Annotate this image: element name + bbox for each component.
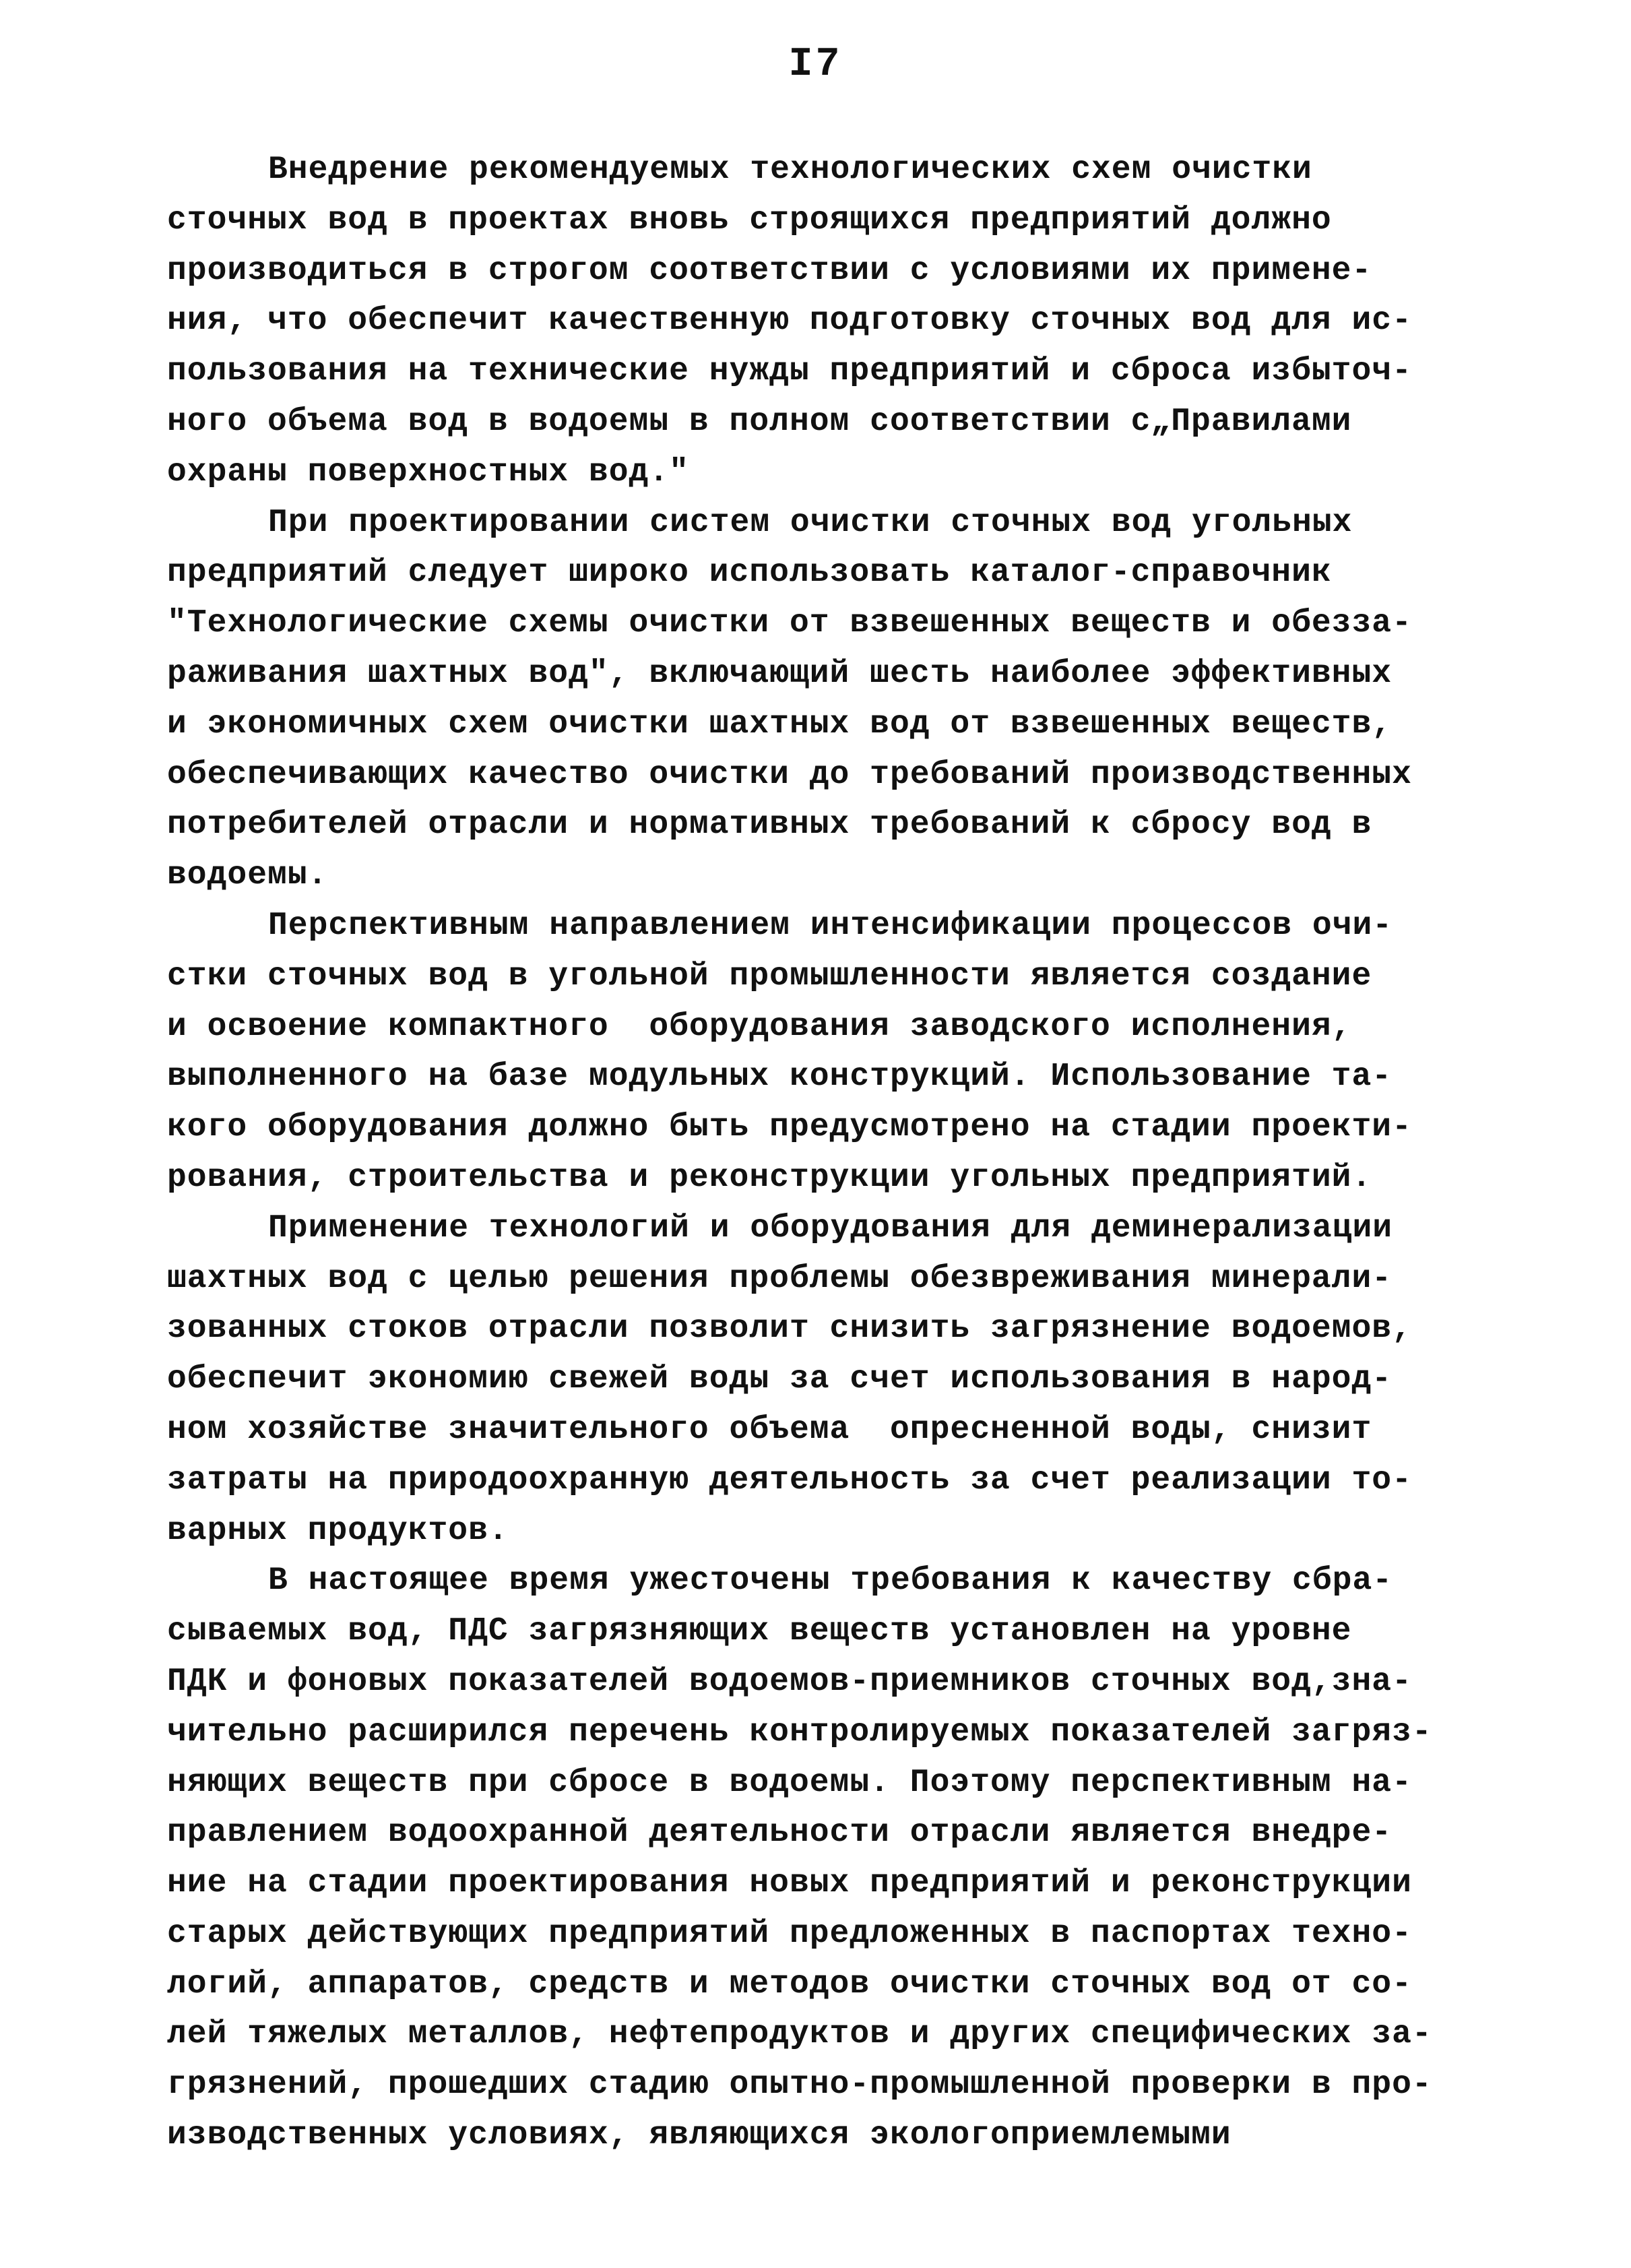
page-number: I7 (788, 42, 843, 88)
text-line: ния, что обеспечит качественную подготовку сточных вод для ис- (167, 303, 1412, 340)
text-line: кого оборудования должно быть предусмотрено на стадии проекти- (167, 1109, 1412, 1146)
text-line: старых действующих предприятий предложенных в паспортах техно- (167, 1915, 1412, 1952)
text-line: зованных стоков отрасли позволит снизить загрязнение водоемов, (167, 1311, 1412, 1348)
paragraph (167, 1203, 1501, 1556)
text-line: раживания шахтных вод", включающий шесть наиболее эффективных (167, 655, 1393, 692)
text-line: водоемы. (167, 857, 328, 894)
text-line: сточных вод в проектах вновь строящихся предприятий должно (167, 201, 1332, 239)
text-line: предприятий следует широко использовать каталог-справочник (167, 555, 1332, 592)
paragraph (167, 498, 1501, 901)
paragraph (167, 145, 1501, 498)
text-line: чительно расширился перечень контролируемых показателей загряз- (167, 1713, 1432, 1751)
text-line: Внедрение рекомендуемых технологических схем очистки (268, 152, 1312, 188)
text-line: охраны поверхностных вод." (167, 453, 689, 491)
text-line: варных продуктов. (167, 1512, 509, 1549)
text-line: Перспективным направлением интенсификации процессов очи- (268, 907, 1393, 944)
text-line: грязнений, прошедших стадию опытно-промышленной проверки в про- (167, 2067, 1432, 2104)
text-line: обеспечивающих качество очистки до требований производственных (167, 756, 1412, 793)
text-line: няющих веществ при сбросе в водоемы. Поэтому перспективным на- (167, 1764, 1412, 1801)
text-line: и освоение компактного оборудования заводского исполнения, (167, 1008, 1352, 1045)
text-line: сываемых вод, ПДС загрязняющих веществ установлен на уровне (167, 1613, 1352, 1650)
text-line: обеспечит экономию свежей воды за счет использования в народ- (167, 1361, 1393, 1398)
text-line: логий, аппаратов, средств и методов очистки сточных вод от со- (167, 1965, 1412, 2003)
text-line: стки сточных вод в угольной промышленности является создание (167, 957, 1372, 995)
text-line: и экономичных схем очистки шахтных вод от взвешенных веществ, (167, 705, 1393, 743)
text-line: потребителей отрасли и нормативных требований к сбросу вод в (167, 807, 1372, 844)
text-line: При проектировании систем очистки сточных вод угольных (268, 504, 1353, 541)
text-line: выполненного на базе модульных конструкций. Использование та- (167, 1059, 1393, 1096)
text-line: пользования на технические нужды предприятий и сброса избыточ- (167, 353, 1412, 390)
text-line: ного объема вод в водоемы в полном соответствии с„Правилами (167, 403, 1352, 440)
text-line: ПДК и фоновых показателей водоемов-приемников сточных вод,зна- (167, 1663, 1412, 1700)
text-line: изводственных условиях, являющихся экологоприемлемыми (167, 2117, 1232, 2154)
text-line: лей тяжелых металлов, нефтепродуктов и других специфических за- (167, 2016, 1432, 2053)
text-line: производиться в строгом соответствии с условиями их примене- (167, 252, 1372, 289)
text-line: ном хозяйстве значительного объема опресненной воды, снизит (167, 1411, 1372, 1448)
text-line: В настоящее время ужесточены требования к качеству сбра- (268, 1563, 1393, 1600)
text-line: "Технологические схемы очистки от взвешенных веществ и обезза- (167, 605, 1412, 642)
text-line: шахтных вод с целью решения проблемы обезвреживания минерали- (167, 1260, 1393, 1297)
body-text (167, 145, 1501, 2161)
paragraph (167, 1556, 1501, 2161)
text-line: рования, строительства и реконструкции угольных предприятий. (167, 1159, 1372, 1196)
text-line: Применение технологий и оборудования для деминерализации (268, 1209, 1393, 1247)
text-line: затраты на природоохранную деятельность за счет реализации то- (167, 1461, 1412, 1499)
text-line: ние на стадии проектирования новых предприятий и реконструкции (167, 1865, 1412, 1902)
text-line: правлением водоохранной деятельности отрасли является внедре- (167, 1815, 1393, 1852)
paragraph (167, 901, 1501, 1203)
